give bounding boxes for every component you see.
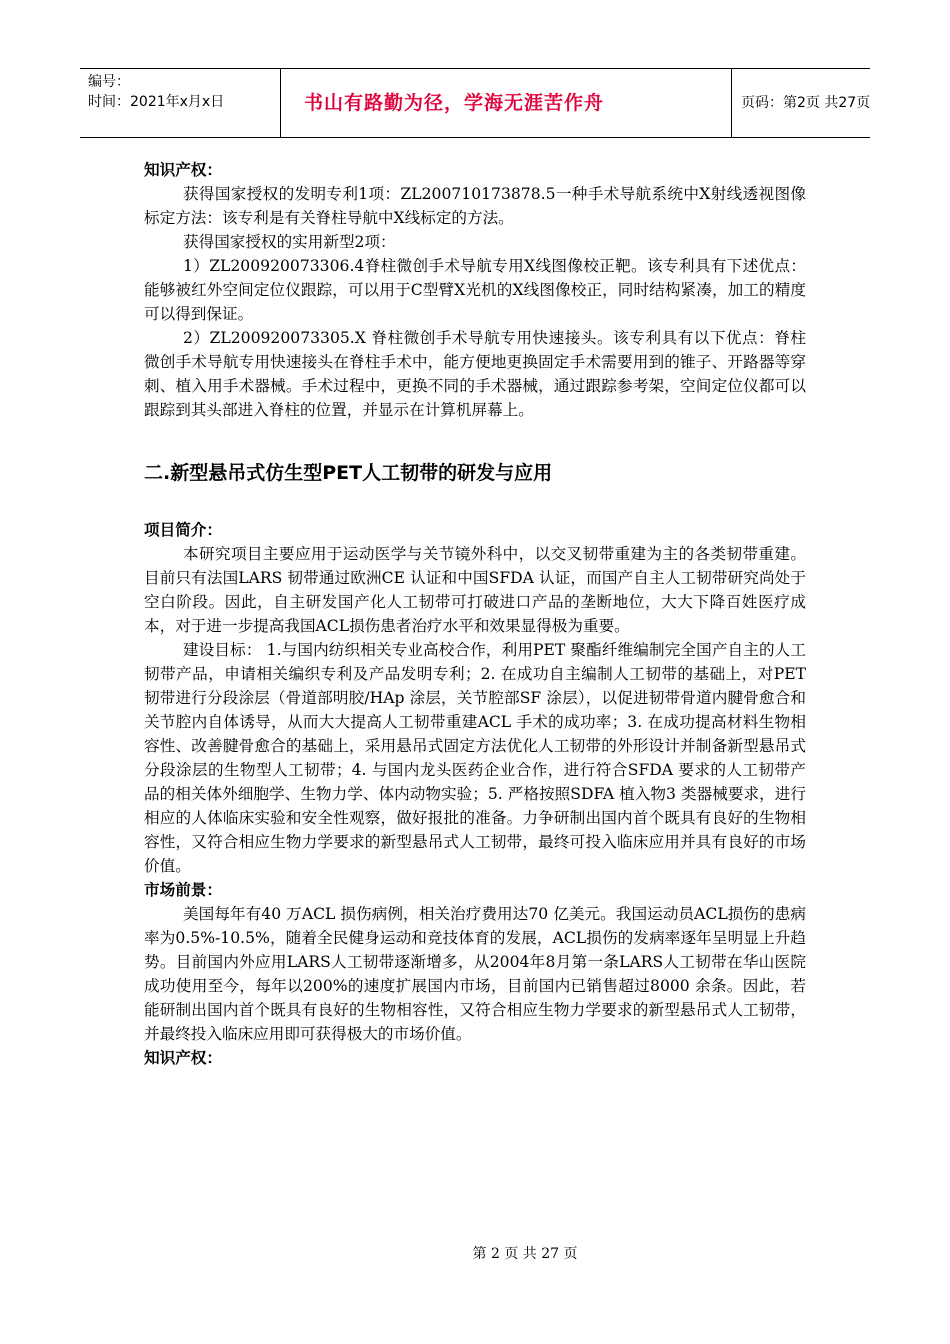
intro-heading: 项目简介： — [144, 521, 222, 539]
header-motto: 书山有路勤为径，学海无涯苦作舟 — [304, 92, 605, 114]
ip-paragraph-utility: 获得国家授权的实用新型2项： — [183, 233, 396, 251]
ip-paragraph-invention: 获得国家授权的发明专利1项：ZL200710173878.5一种手术导航系统中X射线透视图像标定方法：该专利是有关脊柱导航中X线标定的方法。 — [144, 185, 806, 227]
ip-heading-2: 知识产权： — [144, 1049, 222, 1067]
header-right-cell — [731, 69, 870, 137]
section-spacer-2 — [144, 488, 806, 518]
page-header — [80, 68, 870, 138]
header-left-cell — [80, 69, 281, 137]
header-date: 时间：2021年x月x日 — [88, 94, 225, 110]
section-spacer — [144, 422, 806, 458]
ip-paragraph-patent-2: 2）ZL200920073305.X 脊柱微创手术导航专用快速接头。该专利具有以下优点：脊柱微创手术导航专用快速接头在脊柱手术中，能方便地更换固定手术需要用到的锥子、开路器等穿刺、植入用手术器械。手术过程中，更换不同的手术器械，通过跟踪参考架，空间定位仪都可以跟踪到其头部进入脊柱的位置，并显示在计算机屏幕上。 — [144, 329, 806, 419]
header-page-info: 页码：第2页 共27页 — [741, 95, 871, 111]
header-number-label: 编号： — [88, 74, 130, 90]
document-body — [144, 158, 806, 1070]
ip-paragraph-patent-1: 1）ZL200920073306.4脊柱微创手术导航专用X线图像校正靶。该专利具有下述优点：能够被红外空间定位仪跟踪，可以用于C型臂X光机的X线图像校正，同时结构紧凑，加工的精度可以得到保证。 — [144, 257, 806, 323]
page-footer: 第 2 页 共 27 页 — [472, 1246, 578, 1262]
intro-paragraph-goals: 建设目标： 1.与国内纺织相关专业高校合作，利用PET 聚酯纤维编制完全国产自主的人工韧带产品，申请相关编织专利及产品发明专利；2. 在成功自主编制人工韧带的基础上，对PET 韧带进行分段涂层（骨道部明胶/HAp 涂层，关节腔部SF 涂层），以促进韧带骨道内腱骨愈合和关节腔内自体诱导，从而大大提高人工韧带重建ACL 手术的成功率；3. 在成功提高材料生物相容性、改善腱骨愈合的基础上，采用悬吊式固定方法优化人工韧带的外形设计并制备新型悬吊式分段涂层的生物型人工韧带；4. 与国内龙头医药企业合作，进行符合SFDA 要求的人工韧带产品的相关体外细胞学、生物力学、体内动物实验；5. 严格按照SDFA 植入物3 类器械要求，进行相应的人体临床实验和安全性观察，做好报批的准备。力争研制出国内首个既具有良好的生物相容性，又符合相应生物力学要求的新型悬吊式人工韧带，最终可投入临床应用并具有良好的市场价值。 — [144, 641, 806, 875]
section-title: 二.新型悬吊式仿生型PET人工韧带的研发与应用 — [144, 462, 553, 484]
intro-paragraph-1: 本研究项目主要应用于运动医学与关节镜外科中，以交叉韧带重建为主的各类韧带重建。目前只有法国LARS 韧带通过欧洲CE 认证和中国SFDA 认证，而国产自主人工韧带研究尚处于空白阶段。因此，自主研发国产化人工韧带可打破进口产品的垄断地位，大大下降百姓医疗成本，对于进一步提高我国ACL损伤患者治疗水平和效果显得极为重要。 — [144, 545, 806, 635]
ip-heading-1: 知识产权： — [144, 161, 222, 179]
header-middle-cell — [280, 69, 732, 137]
market-paragraph: 美国每年有40 万ACL 损伤病例，相关治疗费用达70 亿美元。我国运动员ACL损伤的患病率为0.5%-10.5%，随着全民健身运动和竞技体育的发展，ACL损伤的发病率逐年呈明显上升趋势。目前国内外应用LARS人工韧带逐渐增多，从2004年8月第一条LARS人工韧带在华山医院成功使用至今，每年以200%的速度扩展国内市场，目前国内已销售超过8000 余条。因此，若能研制出国内首个既具有良好的生物相容性，又符合相应生物力学要求的新型悬吊式人工韧带，并最终投入临床应用即可获得极大的市场价值。 — [144, 905, 806, 1043]
market-heading: 市场前景： — [144, 881, 222, 899]
